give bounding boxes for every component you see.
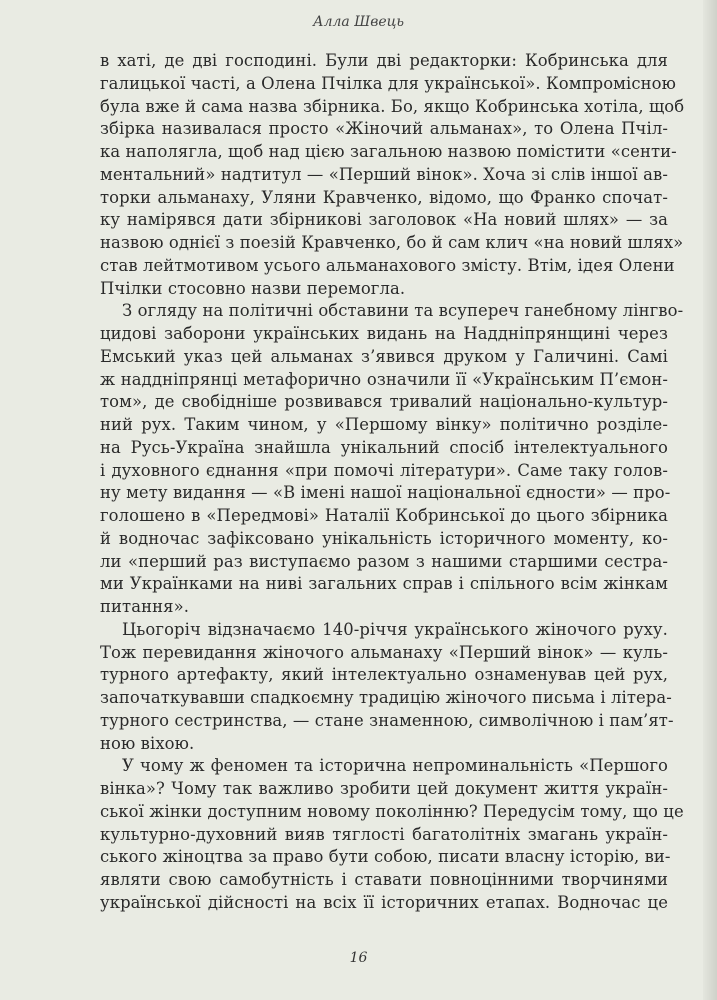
text-line: ною віхою. [100,733,195,753]
text-line: У чому ж феномен та історична непроминальність «Першого [122,756,668,776]
page-edge-shadow [703,0,717,1000]
text-line: була вже й сама назва збірника. Бо, якщо Кобринська хотіла, щоб [100,96,685,116]
text-line: в хаті, де дві господині. Були дві редакторки: Кобринська для [100,51,668,70]
text-line: культурно-духовний вияв тяглості багатолітніх змагань україн- [100,824,668,844]
text-line: З огляду на політичні обставини та всупереч ганебному лінгво- [122,301,684,321]
text-line: турного артефакту, який інтелектуально ознаменував цей рух, [100,665,668,685]
text-line: ж наддніпрянці метафорично означили її «Українським П’ємон- [100,369,668,389]
paragraph [100,300,684,619]
text-line: ми Українками на ниві загальних справ і спільного всім жінкам [100,574,668,594]
text-line: торки альманаху, Уляни Кравченко, відомо, що Франко спочат- [100,187,668,207]
text-line: вінка»? Чому так важливо зробити цей документ життя україн- [100,779,668,798]
text-line: на Русь-Україна знайшла унікальний спосіб інтелектуального [100,437,668,457]
text-line: Пчілки стосовно назви перемогла. [100,278,406,298]
text-line: ментальний» надтитул — «Перший вінок». Хоча зі слів іншої ав- [100,164,668,184]
text-line: питання». [100,597,190,616]
paragraph [100,619,674,756]
text-line: ку намірявся дати збірникові заголовок «На новий шлях» — за [100,210,668,230]
paragraph [100,50,685,300]
page-number: 16 [349,950,368,966]
text-line: голошено в «Передмові» Наталії Кобринської до цього збірника [100,506,668,525]
text-line: ну мету видання — «В імені нашої національної єдности» — про- [100,483,671,503]
text-line: турного сестринства, — стане знаменною, символічною і пам’ят- [100,710,674,730]
body-text [100,50,685,915]
text-line: започаткувавши спадкоємну традицію жіночого письма і літера- [100,688,672,707]
text-line: галицької часті, а Олена Пчілка для української». Компромісною [100,73,676,93]
text-line: української дійсності на всіх її історичних етапах. Водночас це [100,892,668,912]
text-line: ської жінки доступним новому поколінню? Передусім тому, що це [100,801,684,821]
running-head: Алла Швець [312,14,405,30]
text-line: Емський указ цей альманах з’явився друком у Галичині. Самі [100,346,668,366]
text-line: став лейтмотивом усього альманахового змісту. Втім, ідея Олени [100,255,675,275]
text-line: Цьогоріч відзначаємо 140-річчя українського жіночого руху. [122,619,668,639]
paragraph [100,755,684,914]
text-line: і духовного єднання «при помочі літератури». Саме таку голов- [100,460,668,480]
text-line: ний рух. Таким чином, у «Першому вінку» політично розділе- [100,415,668,434]
text-line: Тож перевидання жіночого альманаху «Перший вінок» — куль- [100,642,668,662]
text-line: ка наполягла, щоб над цією загальною назвою помістити «сенти- [100,142,677,161]
text-line: том», де свобідніше розвивався тривалий національно-культур- [100,392,668,412]
text-line: ли «перший раз виступаємо разом з нашими старшими сестра- [100,551,668,571]
text-line: ського жіноцтва за право бути собою, писати власну історію, ви- [100,847,671,867]
text-line: назвою однієї з поезій Кравченко, бо й сам клич «на новий шлях» [100,233,684,252]
text-line: збірка називалася просто «Жіночий альманах», то Олена Пчіл- [100,119,668,139]
text-line: цидові заборони українських видань на Наддніпрянщині через [100,324,668,343]
text-line: являти свою самобутність і ставати повноцінними творчинями [100,870,668,889]
text-line: й водночас зафіксовано унікальність історичного моменту, ко- [100,528,668,548]
